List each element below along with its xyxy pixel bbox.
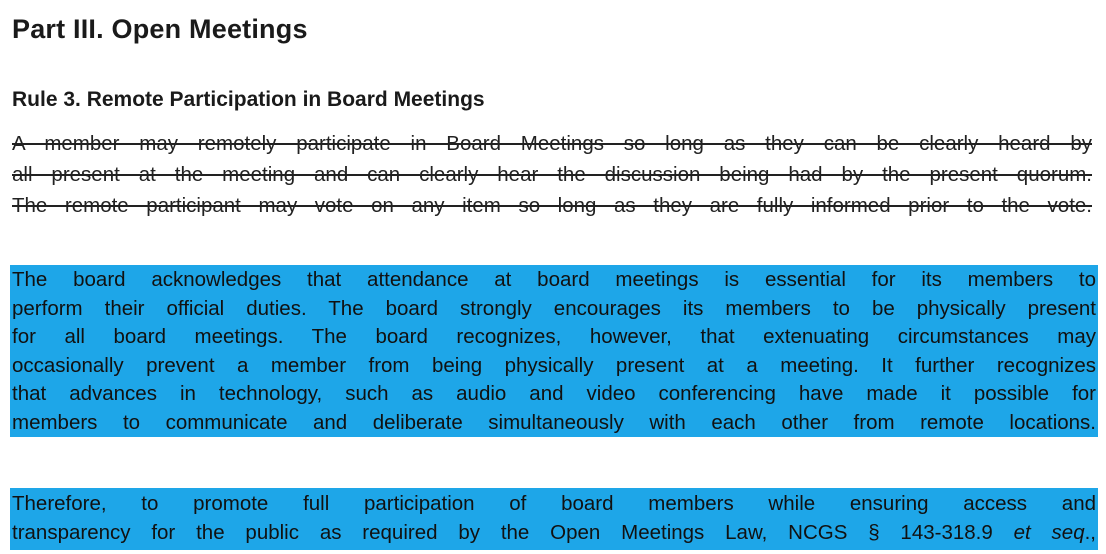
paragraph-line: [10, 519, 1098, 548]
rule-title: Rule 3. Remote Participation in Board Meetings: [12, 88, 485, 111]
paragraph-line: members to communicate and deliberate simultaneously with each other from remote locations.: [12, 410, 1096, 434]
struck-line: The remote participant may vote on any item so long as they are fully informed prior to the vote.: [12, 194, 1092, 217]
struck-paragraph: [12, 128, 1092, 221]
struck-line: all present at the meeting and can clearly hear the discussion being had by the present quorum.: [12, 163, 1092, 186]
paragraph-line: perform their official duties. The board strongly encourages its members to be physically present: [12, 296, 1096, 320]
paragraph-line: for all board meetings. The board recognizes, however, that extenuating circumstances may: [12, 325, 1096, 348]
paragraph-line: occasionally prevent a member from being physically present at a meeting. It further recognizes: [12, 353, 1096, 377]
paragraph-text: transparency for the public as required by the Open Meetings Law, NCGS § 143-318.9: [12, 520, 1014, 544]
highlighted-paragraph-therefore: [10, 488, 1098, 550]
part-title: Part III. Open Meetings: [12, 14, 308, 44]
highlighted-paragraph-attendance: [10, 265, 1098, 437]
struck-line: A member may remotely participate in Board Meetings so long as they can be clearly heard by: [12, 132, 1092, 155]
et-seq-italic: et seq: [1013, 520, 1085, 544]
paragraph-line: Therefore, to promote full participation of board members while ensuring access and: [12, 492, 1096, 515]
paragraph-line: The board acknowledges that attendance at board meetings is essential for its members to: [12, 268, 1096, 291]
paragraph-line: that advances in technology, such as audio and video conferencing have made it possible for: [12, 382, 1096, 405]
paragraph-text: .,: [1084, 520, 1096, 544]
